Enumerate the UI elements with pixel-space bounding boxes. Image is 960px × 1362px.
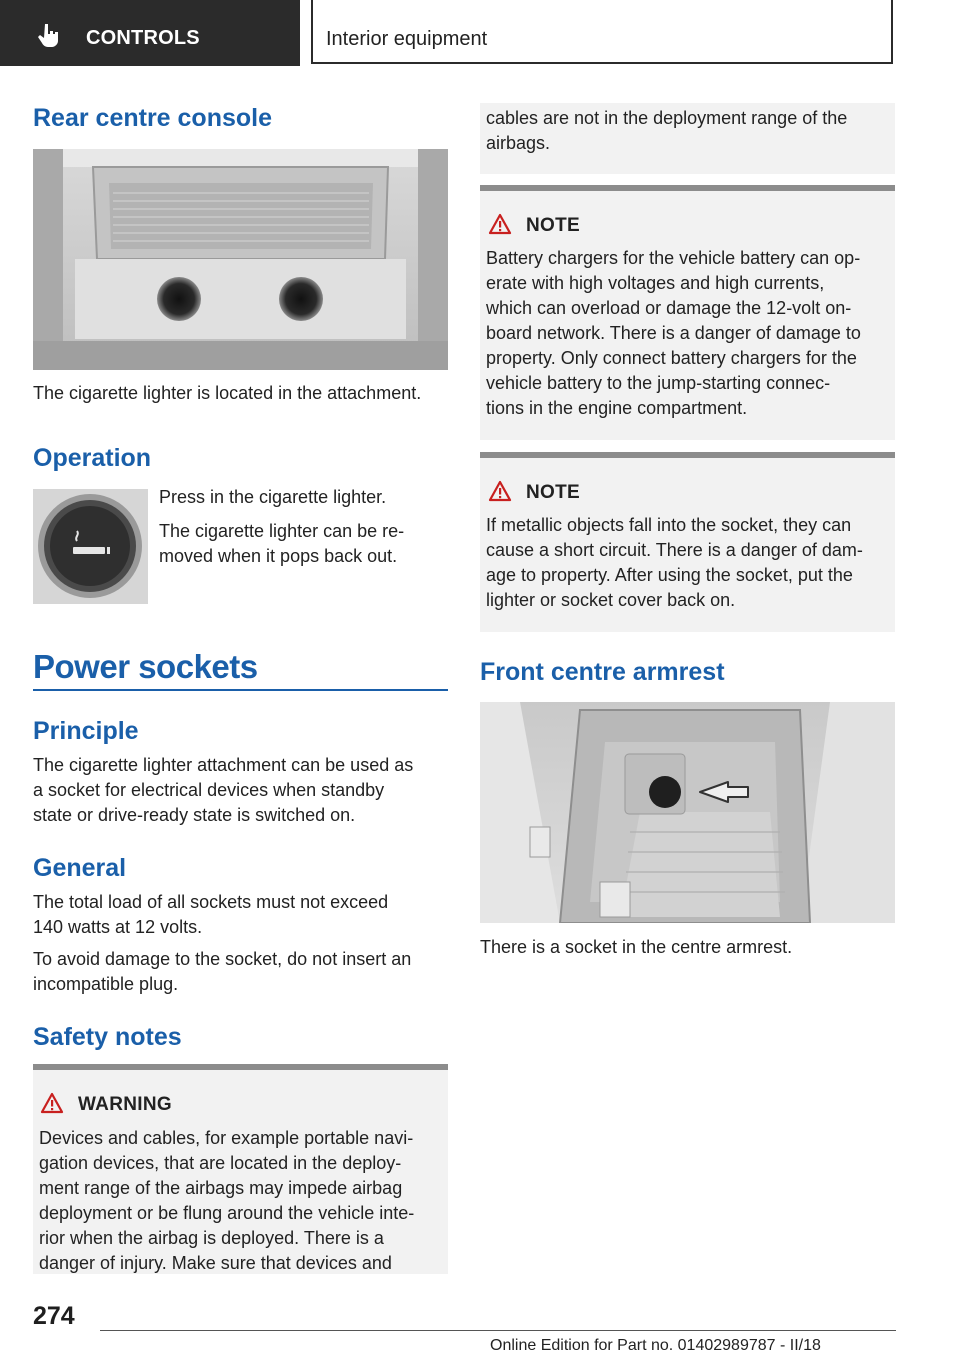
rear-console-heading: Rear centre console — [33, 104, 272, 132]
front-armrest-photo — [480, 702, 895, 923]
note1-line-5: property. Only connect battery chargers for the — [486, 348, 857, 368]
armrest-socket — [649, 776, 681, 808]
operation-step-2-line-2: moved when it pops back out. — [159, 546, 398, 566]
power-sockets-rule — [33, 689, 448, 691]
warning-line-2: gation devices, that are located in the deploy- — [39, 1153, 402, 1173]
note2-line-4: lighter or socket cover back on. — [486, 590, 736, 610]
page-number: 274 — [33, 1302, 75, 1330]
note1-line-7: tions in the engine compartment. — [486, 398, 748, 418]
note2-line-3: age to property. After using the socket, put the — [486, 565, 853, 585]
general-p2-line-2: incompatible plug. — [33, 974, 179, 994]
operation-heading: Operation — [33, 444, 152, 472]
general-p2-line-1: To avoid damage to the socket, do not insert an — [33, 949, 412, 969]
general-p1-line-2: 140 watts at 12 volts. — [33, 917, 203, 937]
note2-label: NOTE — [526, 482, 580, 503]
front-armrest-heading: Front centre armrest — [480, 658, 725, 686]
operation-step-2-line-1: The cigarette lighter can be re- — [159, 521, 405, 541]
note2-line-1: If metallic objects fall into the socket, they can — [486, 515, 852, 535]
principle-line-2: a socket for electrical devices when standby — [33, 780, 385, 800]
warning-label: WARNING — [78, 1094, 172, 1115]
header-title: Interior equipment — [326, 28, 488, 50]
warning-line-4: deployment or be flung around the vehicle inte- — [39, 1203, 415, 1223]
general-heading: General — [33, 854, 127, 882]
warning-triangle-icon — [40, 1092, 64, 1114]
note1-line-1: Battery chargers for the vehicle battery can op- — [486, 248, 861, 268]
operation-step-1: Press in the cigarette lighter. — [159, 487, 387, 507]
cigarette-lighter-button-image — [33, 489, 148, 604]
principle-line-3: state or drive-ready state is switched on. — [33, 805, 356, 825]
warning-line-6: danger of injury. Make sure that devices and — [39, 1253, 392, 1273]
hand-pointer-icon — [36, 22, 62, 48]
front-armrest-caption: There is a socket in the centre armrest. — [480, 937, 793, 957]
rear-console-caption: The cigarette lighter is located in the attachment. — [33, 383, 422, 403]
note2-line-2: cause a short circuit. There is a danger of dam- — [486, 540, 863, 560]
rear-console-photo — [33, 149, 448, 370]
note1-line-6: vehicle battery to the jump-starting connec- — [486, 373, 831, 393]
warning-line-5: rior when the airbag is deployed. There is a — [39, 1228, 384, 1248]
warning-line-1: Devices and cables, for example portable navi- — [39, 1128, 414, 1148]
footer-rule — [100, 1330, 896, 1331]
footer-edition: Online Edition for Part no. 01402989787 - II/18 — [490, 1337, 821, 1354]
safety-notes-heading: Safety notes — [33, 1023, 182, 1051]
warning-triangle-icon — [488, 213, 512, 235]
warning-continued-line-2: airbags. — [486, 133, 551, 153]
note1-label: NOTE — [526, 215, 580, 236]
note1-line-3: which can overload or damage the 12-volt on- — [486, 298, 852, 318]
principle-heading: Principle — [33, 717, 139, 745]
warning-triangle-icon — [488, 480, 512, 502]
note1-line-2: erate with high voltages and high currents, — [486, 273, 825, 293]
warning-line-3: ment range of the airbags may impede airbag — [39, 1178, 403, 1198]
note1-line-4: board network. There is a danger of damage to — [486, 323, 861, 343]
header-section-label: CONTROLS — [86, 27, 200, 49]
warning-continued-line-1: cables are not in the deployment range of the — [486, 108, 848, 128]
general-p1-line-1: The total load of all sockets must not exceed — [33, 892, 389, 912]
power-sockets-heading: Power sockets — [33, 648, 258, 685]
principle-line-1: The cigarette lighter attachment can be used as — [33, 755, 414, 775]
